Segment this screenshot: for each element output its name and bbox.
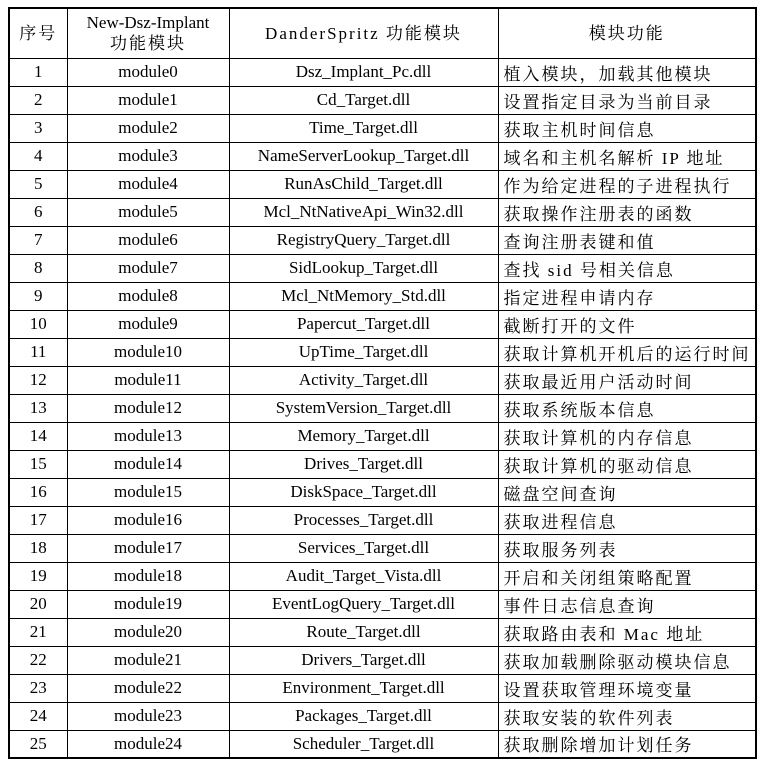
table-row <box>9 170 756 198</box>
row-number-cell: 1 <box>9 58 67 86</box>
row-number-cell: 7 <box>9 226 67 254</box>
row-number-cell: 15 <box>9 450 67 478</box>
new-dsz-module-cell: module14 <box>67 450 229 478</box>
new-dsz-module-cell: module22 <box>67 674 229 702</box>
module-function-cell: 获取主机时间信息 <box>498 114 756 142</box>
new-dsz-module-cell: module18 <box>67 562 229 590</box>
danderspritz-module-cell: Mcl_NtNativeApi_Win32.dll <box>229 198 498 226</box>
danderspritz-module-cell: UpTime_Target.dll <box>229 338 498 366</box>
new-dsz-module-cell: module9 <box>67 310 229 338</box>
danderspritz-module-cell: NameServerLookup_Target.dll <box>229 142 498 170</box>
danderspritz-module-cell: Processes_Target.dll <box>229 506 498 534</box>
danderspritz-module-cell: Cd_Target.dll <box>229 86 498 114</box>
module-function-cell: 截断打开的文件 <box>498 310 756 338</box>
table-row <box>9 562 756 590</box>
row-number-cell: 8 <box>9 254 67 282</box>
table-row <box>9 86 756 114</box>
danderspritz-module-cell: Mcl_NtMemory_Std.dll <box>229 282 498 310</box>
new-dsz-module-cell: module21 <box>67 646 229 674</box>
danderspritz-module-cell: Scheduler_Target.dll <box>229 730 498 758</box>
danderspritz-module-cell: Drives_Target.dll <box>229 450 498 478</box>
danderspritz-module-cell: EventLogQuery_Target.dll <box>229 590 498 618</box>
module-function-cell: 获取系统版本信息 <box>498 394 756 422</box>
table-row <box>9 310 756 338</box>
new-dsz-module-cell: module0 <box>67 58 229 86</box>
danderspritz-module-cell: Route_Target.dll <box>229 618 498 646</box>
module-function-cell: 域名和主机名解析 IP 地址 <box>498 142 756 170</box>
new-dsz-module-cell: module10 <box>67 338 229 366</box>
row-number-cell: 23 <box>9 674 67 702</box>
danderspritz-module-cell: SystemVersion_Target.dll <box>229 394 498 422</box>
module-function-cell: 获取计算机开机后的运行时间 <box>498 338 756 366</box>
header-col-danderspritz: DanderSpritz 功能模块 <box>229 8 498 58</box>
table-row <box>9 282 756 310</box>
new-dsz-module-cell: module24 <box>67 730 229 758</box>
danderspritz-module-cell: Papercut_Target.dll <box>229 310 498 338</box>
danderspritz-module-cell: RunAsChild_Target.dll <box>229 170 498 198</box>
danderspritz-module-cell: Dsz_Implant_Pc.dll <box>229 58 498 86</box>
table-row <box>9 254 756 282</box>
danderspritz-module-cell: RegistryQuery_Target.dll <box>229 226 498 254</box>
table-row <box>9 338 756 366</box>
new-dsz-module-cell: module19 <box>67 590 229 618</box>
new-dsz-module-cell: module13 <box>67 422 229 450</box>
module-function-cell: 获取进程信息 <box>498 506 756 534</box>
header-col-number: 序号 <box>9 8 67 58</box>
modules-table <box>8 7 757 759</box>
row-number-cell: 18 <box>9 534 67 562</box>
row-number-cell: 14 <box>9 422 67 450</box>
row-number-cell: 16 <box>9 478 67 506</box>
module-function-cell: 获取最近用户活动时间 <box>498 366 756 394</box>
module-function-cell: 获取计算机的内存信息 <box>498 422 756 450</box>
row-number-cell: 12 <box>9 366 67 394</box>
module-function-cell: 作为给定进程的子进程执行 <box>498 170 756 198</box>
new-dsz-module-cell: module1 <box>67 86 229 114</box>
table-body <box>9 58 756 758</box>
table-row <box>9 646 756 674</box>
table-row <box>9 730 756 758</box>
danderspritz-module-cell: Packages_Target.dll <box>229 702 498 730</box>
table-row <box>9 618 756 646</box>
row-number-cell: 17 <box>9 506 67 534</box>
new-dsz-module-cell: module23 <box>67 702 229 730</box>
module-function-cell: 设置指定目录为当前目录 <box>498 86 756 114</box>
danderspritz-module-cell: Services_Target.dll <box>229 534 498 562</box>
row-number-cell: 9 <box>9 282 67 310</box>
module-function-cell: 设置获取管理环境变量 <box>498 674 756 702</box>
table-row <box>9 702 756 730</box>
module-function-cell: 获取路由表和 Mac 地址 <box>498 618 756 646</box>
new-dsz-module-cell: module2 <box>67 114 229 142</box>
new-dsz-module-cell: module7 <box>67 254 229 282</box>
danderspritz-module-cell: DiskSpace_Target.dll <box>229 478 498 506</box>
danderspritz-module-cell: Memory_Target.dll <box>229 422 498 450</box>
new-dsz-module-cell: module4 <box>67 170 229 198</box>
header-row <box>9 8 756 58</box>
row-number-cell: 13 <box>9 394 67 422</box>
new-dsz-module-cell: module8 <box>67 282 229 310</box>
table-row <box>9 226 756 254</box>
danderspritz-module-cell: Audit_Target_Vista.dll <box>229 562 498 590</box>
table-row <box>9 198 756 226</box>
table-row <box>9 534 756 562</box>
row-number-cell: 3 <box>9 114 67 142</box>
table-row <box>9 422 756 450</box>
module-function-cell: 磁盘空间查询 <box>498 478 756 506</box>
danderspritz-module-cell: Activity_Target.dll <box>229 366 498 394</box>
danderspritz-module-cell: Time_Target.dll <box>229 114 498 142</box>
table-row <box>9 114 756 142</box>
new-dsz-module-cell: module6 <box>67 226 229 254</box>
module-function-cell: 获取加载删除驱动模块信息 <box>498 646 756 674</box>
module-function-cell: 植入模块，加载其他模块 <box>498 58 756 86</box>
row-number-cell: 25 <box>9 730 67 758</box>
table-row <box>9 58 756 86</box>
module-function-cell: 开启和关闭组策略配置 <box>498 562 756 590</box>
row-number-cell: 6 <box>9 198 67 226</box>
danderspritz-module-cell: Drivers_Target.dll <box>229 646 498 674</box>
module-function-cell: 获取计算机的驱动信息 <box>498 450 756 478</box>
module-function-cell: 事件日志信息查询 <box>498 590 756 618</box>
module-function-cell: 查询注册表键和值 <box>498 226 756 254</box>
module-function-cell: 获取安装的软件列表 <box>498 702 756 730</box>
table-row <box>9 478 756 506</box>
row-number-cell: 22 <box>9 646 67 674</box>
new-dsz-module-cell: module17 <box>67 534 229 562</box>
danderspritz-module-cell: Environment_Target.dll <box>229 674 498 702</box>
table-row <box>9 394 756 422</box>
new-dsz-module-cell: module15 <box>67 478 229 506</box>
header-col-new-dsz-line1: New-Dsz-Implant <box>86 13 210 32</box>
module-function-cell: 指定进程申请内存 <box>498 282 756 310</box>
table-row <box>9 674 756 702</box>
table-row <box>9 506 756 534</box>
module-function-cell: 获取操作注册表的函数 <box>498 198 756 226</box>
header-col-new-dsz-line2: 功能模块 <box>110 34 186 54</box>
module-function-cell: 获取删除增加计划任务 <box>498 730 756 758</box>
row-number-cell: 5 <box>9 170 67 198</box>
row-number-cell: 24 <box>9 702 67 730</box>
row-number-cell: 2 <box>9 86 67 114</box>
new-dsz-module-cell: module16 <box>67 506 229 534</box>
row-number-cell: 21 <box>9 618 67 646</box>
module-mapping-table <box>8 7 757 759</box>
row-number-cell: 11 <box>9 338 67 366</box>
new-dsz-module-cell: module20 <box>67 618 229 646</box>
table-row <box>9 366 756 394</box>
table-row <box>9 590 756 618</box>
header-col-new-dsz <box>67 8 229 58</box>
new-dsz-module-cell: module3 <box>67 142 229 170</box>
row-number-cell: 10 <box>9 310 67 338</box>
row-number-cell: 4 <box>9 142 67 170</box>
module-function-cell: 查找 sid 号相关信息 <box>498 254 756 282</box>
table-row <box>9 142 756 170</box>
row-number-cell: 20 <box>9 590 67 618</box>
table-row <box>9 450 756 478</box>
header-col-function: 模块功能 <box>498 8 756 58</box>
new-dsz-module-cell: module5 <box>67 198 229 226</box>
module-function-cell: 获取服务列表 <box>498 534 756 562</box>
new-dsz-module-cell: module12 <box>67 394 229 422</box>
danderspritz-module-cell: SidLookup_Target.dll <box>229 254 498 282</box>
new-dsz-module-cell: module11 <box>67 366 229 394</box>
row-number-cell: 19 <box>9 562 67 590</box>
